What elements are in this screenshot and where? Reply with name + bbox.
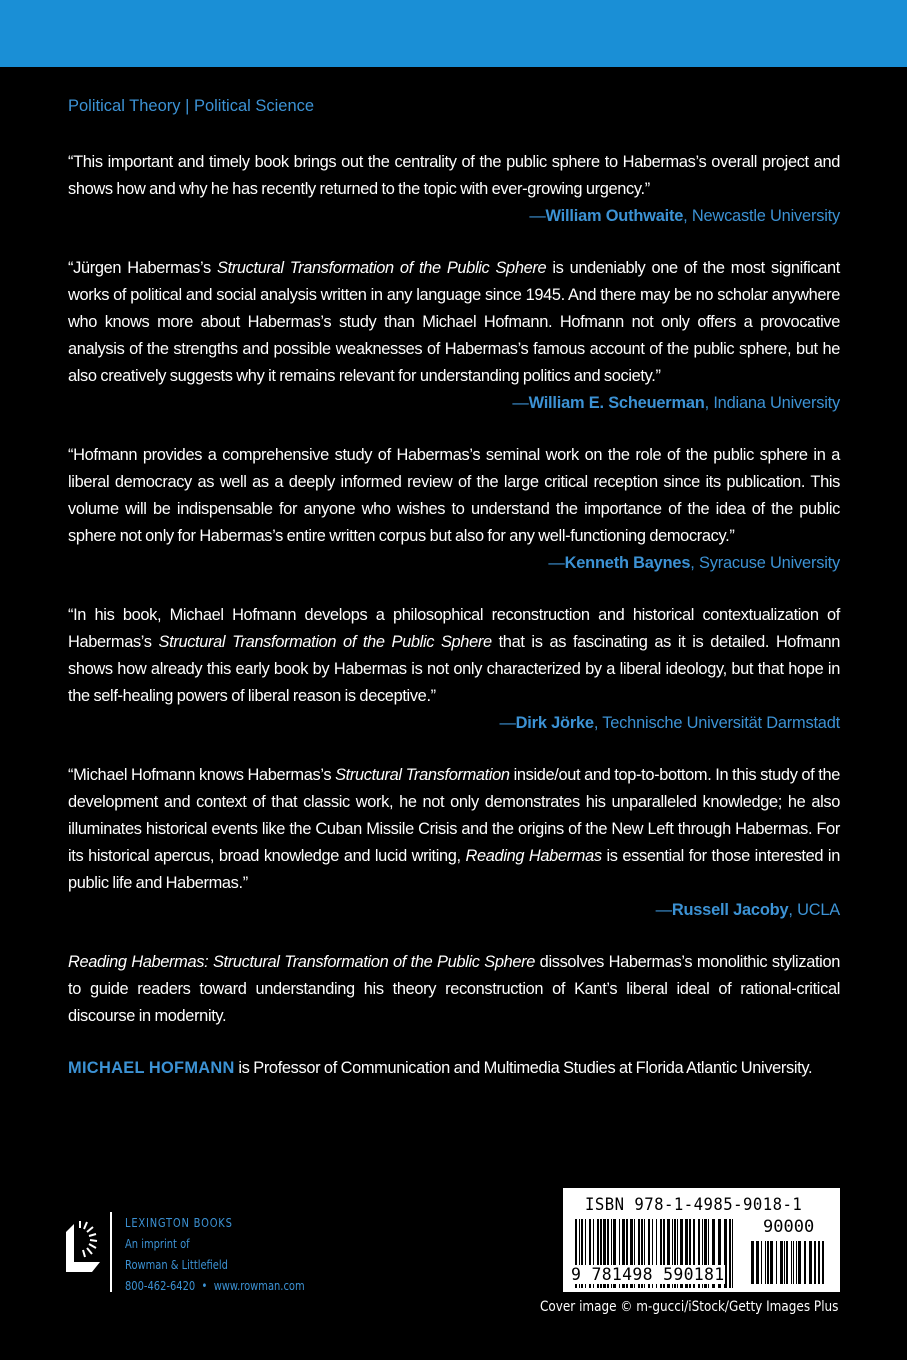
barcode-bar (765, 1241, 766, 1284)
barcode-bar (798, 1241, 801, 1284)
category-label: Political Theory | Political Science (68, 97, 315, 115)
quote-affiliation: Syracuse University (698, 554, 840, 572)
quote-text: that is as fascinating as it is detailed. Hofmann shows how already this early book by Habermas is not only characterized by a liberal ideology, but that hope in the self-healing powers of liberal reason is deceptive.” (68, 633, 841, 705)
barcode-bar (756, 1241, 759, 1284)
publisher-info (125, 1212, 305, 1296)
quote-4 (68, 602, 840, 710)
quote-text: inside/out and top-to-bottom. In this study of the development and context of that classic work, he not only demonstrates his unparalleled knowledge; he also illuminates historical events like the Cuban Missile Crisis and the origins of the New Left through Habermas. For its historical apercus, broad knowledge and lucid writing, (68, 766, 840, 865)
description-text: dissolves Habermas’s monolithic stylization to guide readers toward understanding his theory reconstruction of Kant’s liberal ideal of rational-critical discourse in modernity. (68, 953, 840, 1025)
barcode-bar (793, 1241, 794, 1284)
publisher-url: www.rowman.com (213, 1278, 305, 1293)
book-title: Structural Transformation of the Public Sphere (216, 259, 547, 277)
body-text (68, 149, 840, 1082)
barcode-bar (729, 1219, 731, 1288)
quote-text: is essential for those interested in public life and Habermas.” (68, 847, 840, 892)
book-title: Reading Habermas: Structural Transformation of the Public Sphere (68, 953, 536, 971)
quote-affiliation: UCLA (797, 901, 840, 919)
barcode-bar (751, 1241, 754, 1284)
price-code: 90000 (763, 1217, 815, 1237)
barcode-bar (809, 1241, 812, 1284)
isbn-barcode (563, 1188, 840, 1292)
barcode-bar (776, 1241, 777, 1284)
quote-3-attribution: —Kenneth Baynes, Syracuse University (548, 554, 840, 572)
quote-author: Dirk Jörke (515, 714, 594, 732)
barcode-bar (784, 1241, 785, 1284)
barcode-bar (761, 1241, 762, 1284)
barcode-bar (814, 1241, 816, 1284)
ean-digits: 9 781498 590181 (571, 1265, 725, 1284)
quote-text: “This important and timely book brings out the centrality of the public sphere to Habermas’s overall project and shows how and why he has recently returned to the topic with ever-growing urgency.” (68, 153, 840, 198)
divider (110, 1212, 112, 1292)
book-title: Structural Transformation (335, 766, 510, 784)
quote-text: is undeniably one of the most significant works of political and social analysis written in any language since 1945. And there may be no scholar anywhere who knows more about Habermas’s study than Michael Hofmann. Hofmann not only offers a provocative analysis of the strengths and possible weaknesses of Habermas’s famous account of the public sphere, but he also creatively suggests why it remains relevant for understanding politics and society.” (68, 259, 841, 385)
quote-text: “Hofmann provides a comprehensive study of Habermas’s seminal work on the role of the public sphere in a liberal democracy as well as a deeply informed review of the large critical reception since its publication. This volume will be indispensable for anyone who wishes to understand the importance of the idea of the public sphere not only for Habermas’s entire written corpus but also for any well-functioning democracy.” (68, 446, 840, 545)
publisher-name: LEXINGTON BOOKS (125, 1215, 233, 1230)
barcode-bar (780, 1241, 783, 1284)
publisher-imprint: An imprint of (125, 1236, 190, 1251)
barcode-bar (770, 1241, 773, 1284)
publisher-phone: 800-462-6420 (125, 1278, 196, 1293)
quote-author: William Outhwaite (545, 207, 684, 225)
cover-image-credit: Cover image © m-gucci/iStock/Getty Images Plus (540, 1299, 839, 1315)
quote-affiliation: Technische Universität Darmstadt (602, 714, 840, 732)
quote-affiliation: Indiana University (713, 394, 840, 412)
quote-1-attribution: —William Outhwaite, Newcastle University (529, 207, 840, 225)
quote-2 (68, 255, 840, 390)
quote-author: Russell Jacoby (671, 901, 789, 919)
barcode-bar (796, 1241, 797, 1284)
bio-text: is Professor of Communication and Multimedia Studies at Florida Atlantic University. (234, 1059, 813, 1077)
publisher-logo-icon (66, 1218, 100, 1272)
quote-text: “In his book, Michael Hofmann develops a philosophical reconstruction and historical contextualization of Habermas’s (68, 606, 840, 651)
top-color-band (0, 0, 907, 67)
isbn-text: ISBN 978-1-4985-9018-1 (585, 1195, 803, 1215)
publisher-parent: Rowman & Littlefield (125, 1257, 228, 1272)
quote-text: “Michael Hofmann knows Habermas’s (68, 766, 336, 784)
quote-author: William E. Scheuerman (528, 394, 705, 412)
barcode-bar (822, 1241, 824, 1284)
quote-text: “Jürgen Habermas’s (68, 259, 217, 277)
bullet: • (201, 1278, 208, 1293)
book-description (68, 949, 840, 1030)
quote-affiliation: Newcastle University (691, 207, 840, 225)
quote-5 (68, 762, 840, 897)
quote-author: Kenneth Baynes (564, 554, 691, 572)
book-title: Structural Transformation of the Public Sphere (158, 633, 492, 651)
barcode-bar (804, 1241, 806, 1284)
quote-5-attribution: —Russell Jacoby, UCLA (655, 901, 840, 919)
quote-4-attribution: —Dirk Jörke, Technische Universität Darmstadt (499, 714, 840, 732)
book-title: Reading Habermas (465, 847, 602, 865)
barcode-bar (786, 1241, 788, 1284)
quote-3 (68, 442, 840, 550)
author-name: MICHAEL HOFMANN (68, 1059, 235, 1077)
barcode-bar (767, 1241, 769, 1284)
quote-1 (68, 149, 840, 203)
author-bio (68, 1055, 840, 1082)
barcode-bar (791, 1241, 792, 1284)
barcode-bar (818, 1241, 820, 1284)
barcode-bar (732, 1219, 733, 1288)
quote-2-attribution: —William E. Scheuerman, Indiana University (512, 394, 840, 412)
